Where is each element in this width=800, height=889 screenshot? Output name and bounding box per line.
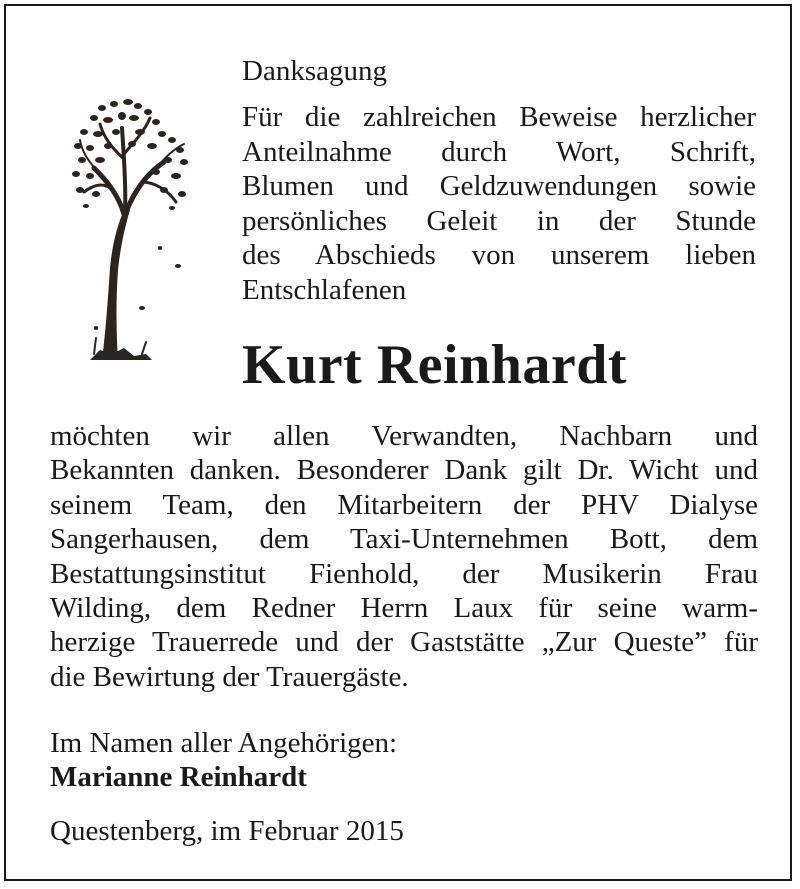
heading: Danksagung — [242, 55, 387, 87]
intro-line: Blumen und Geldzuwendungen sowie — [242, 170, 756, 203]
body-text — [50, 419, 758, 694]
body-line: Sangerhausen, dem Taxi-Unternehmen Bott, dem — [50, 523, 758, 556]
body-line: möchten wir allen Verwandten, Nachbarn und — [50, 420, 758, 452]
body-line: Bekannten danken. Besonderer Dank gilt Dr. Wicht und — [50, 454, 758, 487]
signer-name: Marianne Reinhardt — [50, 761, 307, 793]
intro-line: Entschlafenen — [242, 273, 407, 306]
place-date: Questenberg, im Februar 2015 — [50, 815, 404, 847]
intro-line: persönliches Geleit in der Stunde — [242, 204, 756, 237]
body-line: seinem Team, den Mitarbeitern der PHV Dialyse — [50, 488, 758, 521]
body-line: die Bewirtung der Trauergäste. — [50, 660, 409, 693]
intro-text — [242, 100, 756, 308]
deceased-name: Kurt Reinhardt — [242, 334, 627, 396]
intro-line: Für die zahlreichen Beweise herzlicher — [242, 101, 756, 133]
tree-icon — [72, 98, 192, 368]
body-line: herzige Trauerrede und der Gaststätte „Zur Queste” für — [50, 626, 758, 659]
obituary-card — [4, 4, 792, 881]
signoff: Im Namen aller Angehörigen: — [50, 727, 398, 759]
intro-line: des Abschieds von unserem lieben — [242, 239, 756, 272]
intro-line: Anteilnahme durch Wort, Schrift, — [242, 135, 756, 168]
body-line: Wilding, dem Redner Herrn Laux für seine warm- — [50, 592, 758, 625]
body-line: Bestattungsinstitut Fienhold, der Musikerin Frau — [50, 557, 758, 590]
